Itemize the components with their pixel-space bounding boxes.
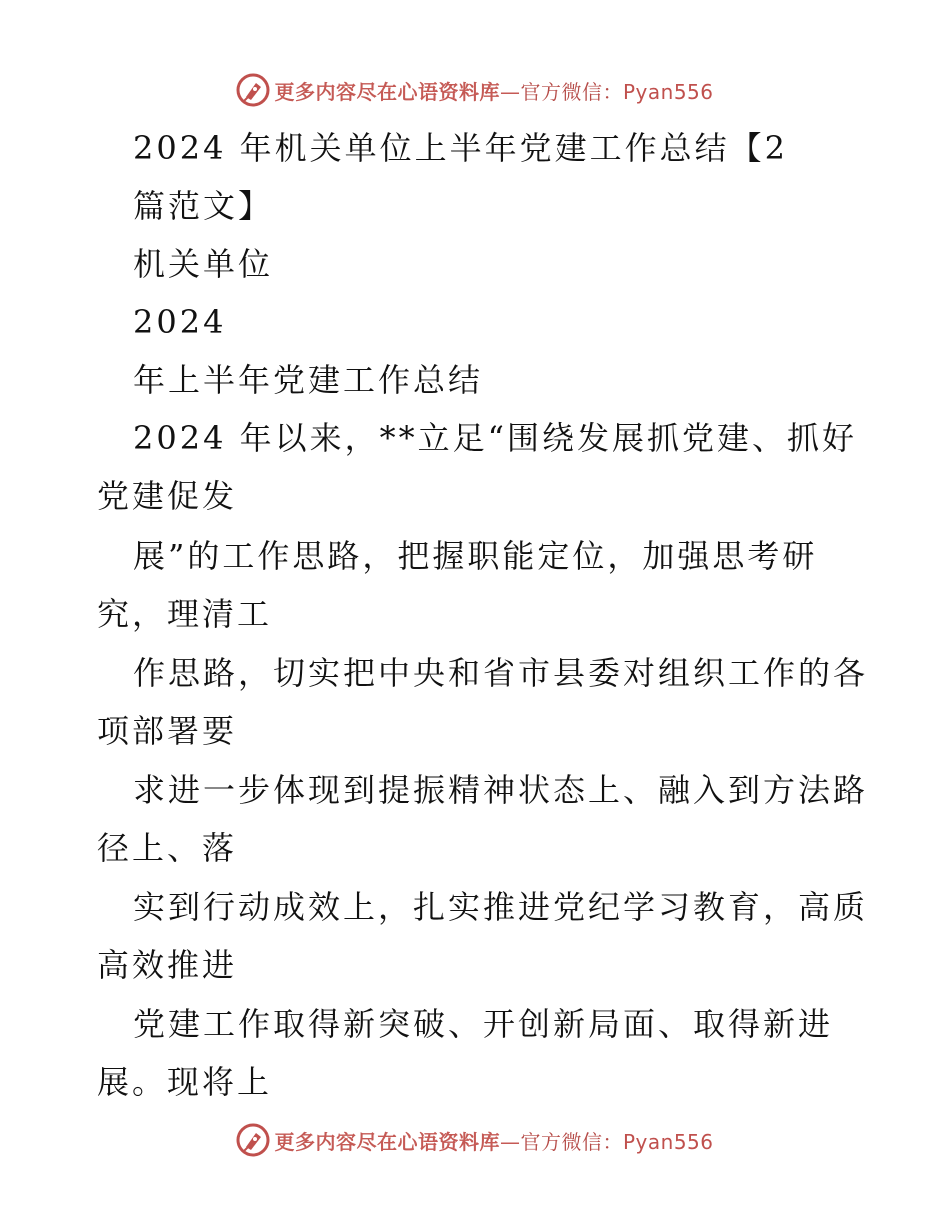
doc-subtitle-line-1: 机关单位 <box>133 245 274 283</box>
watermark-text <box>274 1126 713 1155</box>
watermark-wechat-id: Pyan556 <box>622 1129 714 1154</box>
doc-paragraph-line: 党建促发 <box>97 477 238 515</box>
doc-paragraph-line: 高效推进 <box>97 946 238 984</box>
watermark-separator: — <box>499 1129 521 1154</box>
doc-subtitle-line-3: 年上半年党建工作总结 <box>133 361 484 399</box>
doc-paragraph-line: 展。现将上 <box>97 1063 273 1101</box>
doc-paragraph-line: 作思路，切实把中央和省市县委对组织工作的各 <box>133 654 869 692</box>
watermark-separator: — <box>499 79 521 104</box>
doc-paragraph-line: 实到行动成效上，扎实推进党纪学习教育，高质 <box>133 888 869 926</box>
watermark-wechat-id: Pyan556 <box>622 79 714 104</box>
watermark-brand: 更多内容尽在心语资料库 <box>274 1129 500 1154</box>
doc-title-line-1: 2024 年机关单位上半年党建工作总结【2 <box>133 129 788 167</box>
doc-paragraph-line: 径上、落 <box>97 829 238 867</box>
doc-paragraph-line: 项部署要 <box>97 712 238 750</box>
doc-paragraph-line: 2024 年以来，**立足“围绕发展抓党建、抓好 <box>133 419 857 457</box>
doc-paragraph-line: 究，理清工 <box>97 595 273 633</box>
pen-nib-logo-icon <box>236 1123 270 1157</box>
footer-watermark <box>0 1120 950 1160</box>
doc-title-line-2: 篇范文】 <box>133 187 274 225</box>
watermark-official-label: 官方微信： <box>520 1129 623 1154</box>
doc-subtitle-line-2: 2024 <box>133 303 227 341</box>
doc-paragraph-line: 展”的工作思路，把握职能定位，加强思考研 <box>133 537 818 575</box>
doc-paragraph-line: 求进一步体现到提振精神状态上、融入到方法路 <box>133 771 869 809</box>
doc-paragraph-line: 党建工作取得新突破、开创新局面、取得新进 <box>133 1005 834 1043</box>
watermark-official-label: 官方微信： <box>520 79 623 104</box>
watermark-brand: 更多内容尽在心语资料库 <box>274 79 500 104</box>
